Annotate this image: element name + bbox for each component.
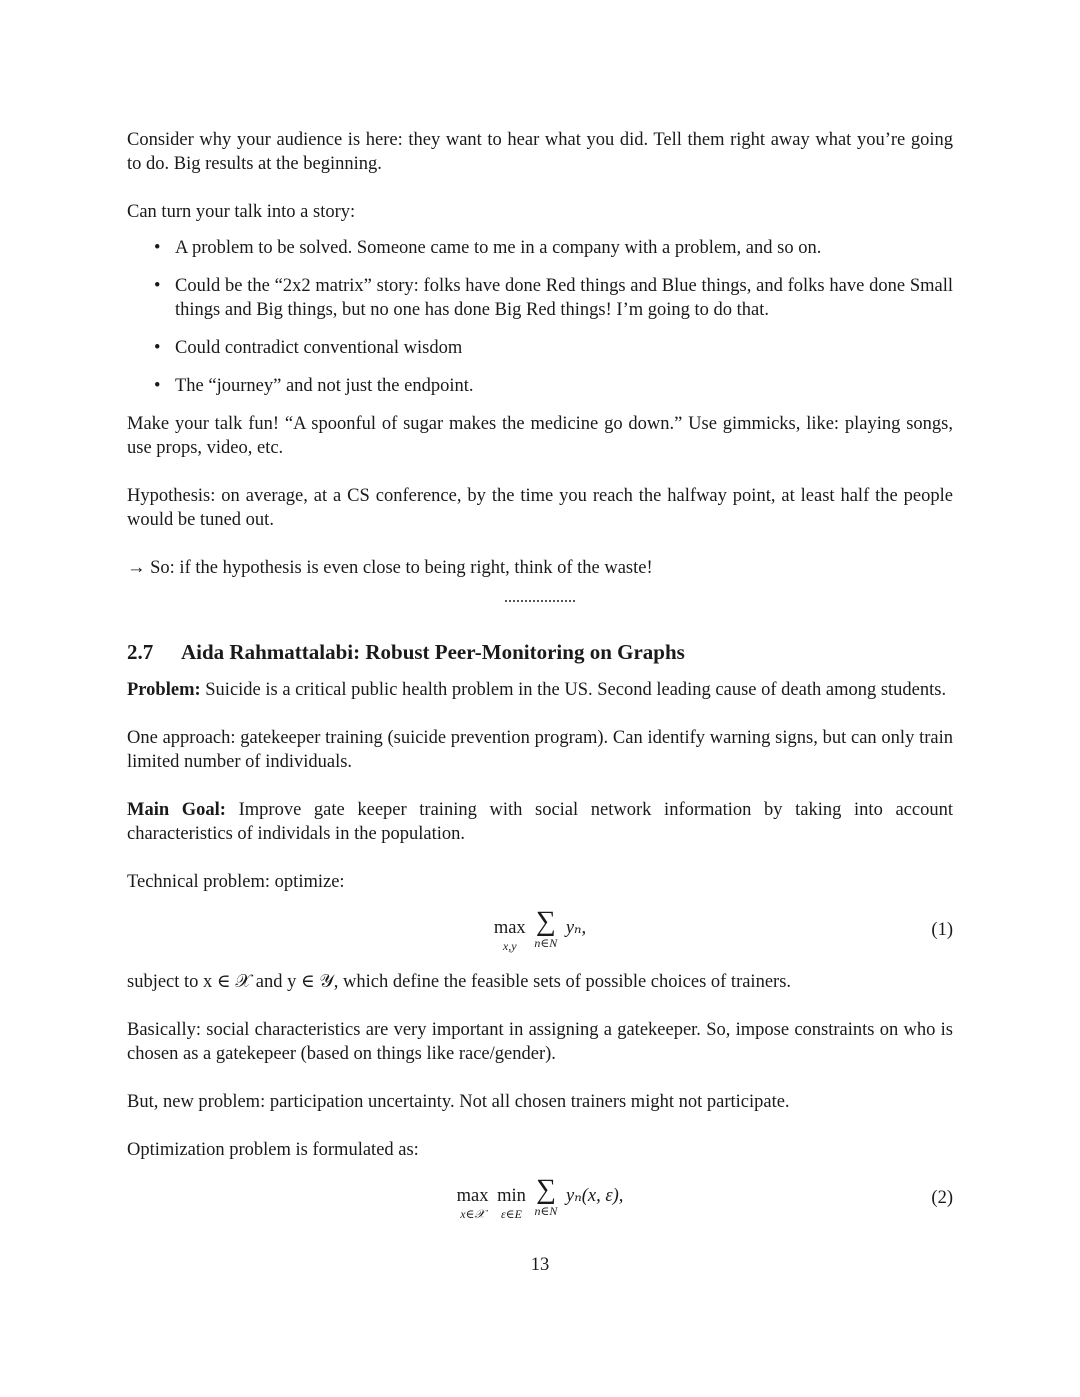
- max-operator-text: max: [493, 918, 526, 938]
- subject-to-paragraph: subject to x ∈ 𝒳 and y ∈ 𝒴, which define the feasible sets of possible choices of trainers.: [127, 972, 792, 992]
- fun-paragraph: Make your talk fun! “A spoonful of sugar makes the medicine go down.” Use gimmicks, like: playing songs, use props, video, etc.: [127, 414, 953, 458]
- formulated-paragraph: Optimization problem is formulated as:: [127, 1140, 419, 1160]
- equation-2-number: (2): [931, 1188, 953, 1208]
- max-operator-subscript: x∈𝒳: [460, 1207, 485, 1221]
- list-item-text: A problem to be solved. Someone came to me in a company with a problem, and so on.: [175, 238, 822, 258]
- max-operator-text: max: [456, 1186, 489, 1206]
- technical-paragraph: Technical problem: optimize:: [127, 872, 345, 892]
- bullet-icon: •: [154, 238, 161, 258]
- list-item: [127, 336, 953, 360]
- page-number: 13: [530, 1255, 550, 1275]
- problem-text: Suicide is a critical public health problem in the US. Second leading cause of death among students.: [200, 680, 947, 700]
- goal-paragraph: [127, 798, 953, 846]
- list-item: [127, 236, 953, 260]
- sum-subscript: n∈N: [534, 936, 558, 950]
- equation-1: [127, 906, 953, 966]
- section-separator: [505, 600, 575, 602]
- sum-operator: [534, 1174, 557, 1216]
- approach-paragraph: One approach: gatekeeper training (suicide prevention program). Can identify warning signs, but can only train limited number of individuals.: [127, 728, 953, 772]
- max-operator: [457, 1174, 489, 1220]
- goal-text: Improve gate keeper training with social network information by taking into account characteristics of individals in the population.: [127, 800, 953, 844]
- goal-label: Main Goal:: [127, 800, 226, 820]
- list-item: [127, 374, 953, 398]
- new-problem-paragraph: But, new problem: participation uncertainty. Not all chosen trainers might not participate.: [127, 1092, 790, 1112]
- hypothesis-paragraph: Hypothesis: on average, at a CS conference, by the time you reach the halfway point, at least half the people would be tuned out.: [127, 486, 953, 530]
- sigma-icon: ∑: [535, 1174, 556, 1205]
- story-lead-paragraph: Can turn your talk into a story:: [127, 202, 356, 222]
- sigma-icon: ∑: [535, 906, 556, 937]
- list-item-text: Could be the “2x2 matrix” story: folks have done Red things and Blue things, and folks have done Small things and Big things, but no one has done Big Red things! I’m going to do that.: [175, 276, 953, 320]
- bullet-icon: •: [154, 338, 161, 358]
- equation-2-body: [127, 1174, 953, 1220]
- section-heading: [127, 638, 953, 666]
- intro-paragraph: Consider why your audience is here: they want to hear what you did. Tell them right away what you’re going to do. Big results at the beginning.: [127, 130, 953, 174]
- min-operator: [497, 1174, 526, 1220]
- equation-2-term: yₙ(x, ε),: [566, 1186, 624, 1206]
- problem-paragraph: [127, 678, 953, 702]
- section-title: Aida Rahmattalabi: Robust Peer-Monitoring on Graphs: [181, 640, 685, 664]
- problem-label: Problem:: [127, 680, 201, 700]
- equation-1-number: (1): [931, 920, 953, 940]
- max-operator: [494, 906, 526, 952]
- bullet-icon: •: [154, 276, 161, 296]
- page-content: [127, 128, 953, 1238]
- equation-1-body: [127, 906, 953, 952]
- section-number: 2.7: [127, 640, 154, 664]
- waste-paragraph: → So: if the hypothesis is even close to being right, think of the waste!: [127, 558, 653, 578]
- story-bullet-list: [127, 236, 953, 398]
- list-item-text: Could contradict conventional wisdom: [175, 338, 463, 358]
- equation-1-term: yₙ,: [565, 918, 587, 938]
- equation-2: [127, 1174, 953, 1234]
- list-item: [127, 274, 953, 322]
- list-item-text: The “journey” and not just the endpoint.: [175, 376, 474, 396]
- sum-operator: [534, 906, 557, 948]
- min-operator-subscript: ε∈E: [500, 1207, 522, 1221]
- basically-paragraph: Basically: social characteristics are very important in assigning a gatekeeper. So, impose constraints on who is chosen as a gatekepeer (based on things like race/gender).: [127, 1020, 953, 1064]
- sum-subscript: n∈N: [534, 1204, 558, 1218]
- max-operator-subscript: x,y: [502, 939, 517, 953]
- bullet-icon: •: [154, 376, 161, 396]
- min-operator-text: min: [497, 1186, 526, 1206]
